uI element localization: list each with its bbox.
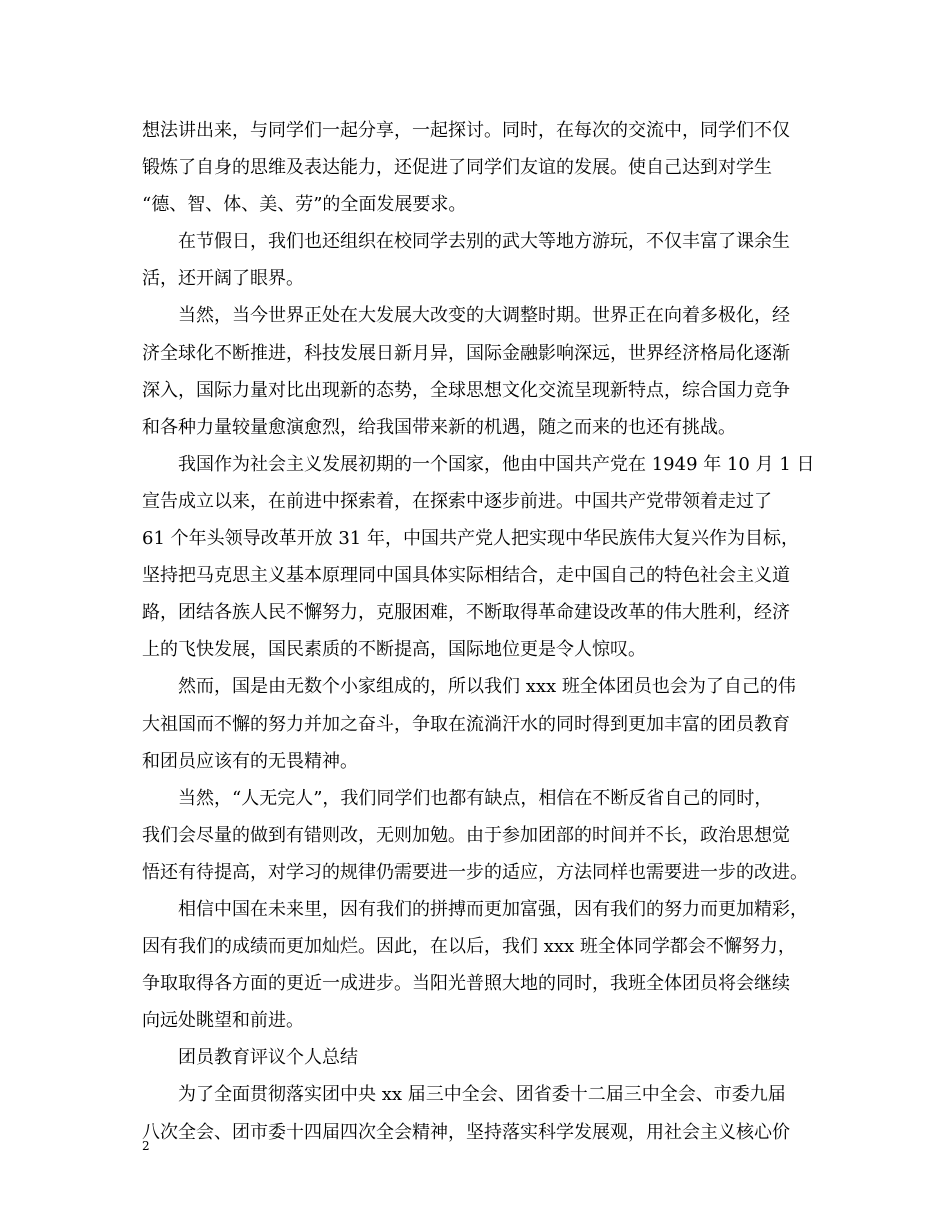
- text-line: 大祖国而不懈的努力并加之奋斗，争取在流淌汗水的同时得到更加丰富的团员教育: [142, 713, 790, 735]
- text-line: 宣告成立以来，在前进中探索着，在探索中逐步前进。中国共产党带领着走过了: [142, 490, 772, 512]
- text-line: 团员教育评议个人总结: [178, 1047, 358, 1069]
- text-line: 我们会尽量的做到有错则改，无则加勉。由于参加团部的时间并不长，政治思想觉: [142, 824, 790, 846]
- text-line: 悟还有待提高，对学习的规律仍需要进一步的适应，方法同样也需要进一步的改进。: [142, 861, 808, 883]
- text-line: 锻炼了自身的思维及表达能力，还促进了同学们友谊的发展。使自己达到对学生: [142, 157, 772, 179]
- text-line: 和团员应该有的无畏精神。: [142, 750, 358, 772]
- page-number: 2: [142, 1139, 150, 1153]
- text-line: 争取取得各方面的更近一成进步。当阳光普照大地的同时，我班全体团员将会继续: [142, 973, 790, 995]
- text-line: 我国作为社会主义发展初期的一个国家，他由中国共产党在 1949 年 10 月 1 日: [178, 453, 815, 475]
- text-line: 济全球化不断推进，科技发展日新月异，国际金融影响深远，世界经济格局化逐渐: [142, 342, 790, 364]
- text-line: 向远处眺望和前进。: [142, 1010, 304, 1032]
- text-line: 路，团结各族人民不懈努力，克服困难，不断取得革命建设改革的伟大胜利，经济: [142, 602, 790, 624]
- text-line: 深入，国际力量对比出现新的态势，全球思想文化交流呈现新特点，综合国力竞争: [142, 379, 790, 401]
- text-line: 在节假日，我们也还组织在校同学去别的武大等地方游玩，不仅丰富了课余生: [178, 231, 790, 253]
- text-line: 当然，“人无完人”，我们同学们也都有缺点，相信在不断反省自己的同时，: [178, 787, 773, 809]
- text-line: 想法讲出来，与同学们一起分享，一起探讨。同时，在每次的交流中，同学们不仅: [142, 120, 790, 141]
- text-line: 为了全面贯彻落实团中央 xx 届三中全会、团省委十二届三中全会、市委九届: [178, 1084, 786, 1106]
- text-line: 坚持把马克思主义基本原理同中国具体实际相结合，走中国自己的特色社会主义道: [142, 565, 790, 587]
- document-body: [142, 112, 822, 1151]
- text-line: 活，还开阔了眼界。: [142, 268, 304, 290]
- text-line: 八次全会、团市委十四届四次全会精神，坚持落实科学发展观，用社会主义核心价: [142, 1121, 790, 1143]
- text-line: 当然，当今世界正处在大发展大改变的大调整时期。世界正在向着多极化，经: [178, 305, 790, 327]
- text-line: 上的飞快发展，国民素质的不断提高，国际地位更是令人惊叹。: [142, 639, 646, 661]
- text-line: 61 个年头领导改革开放 31 年，中国共产党人把实现中华民族伟大复兴作为目标，: [142, 528, 799, 550]
- text-line: “德、智、体、美、劳”的全面发展要求。: [142, 194, 467, 216]
- text-line: 因有我们的成绩而更加灿烂。因此，在以后，我们 xxx 班全体同学都会不懈努力，: [142, 936, 796, 958]
- text-line: 然而，国是由无数个小家组成的，所以我们 xxx 班全体团员也会为了自己的伟: [178, 676, 796, 698]
- text-line: 和各种力量较量愈演愈烈，给我国带来新的机遇，随之而来的也还有挑战。: [142, 416, 736, 438]
- text-line: 相信中国在未来里，因有我们的拼搏而更加富强，因有我们的努力而更加精彩，: [178, 898, 808, 920]
